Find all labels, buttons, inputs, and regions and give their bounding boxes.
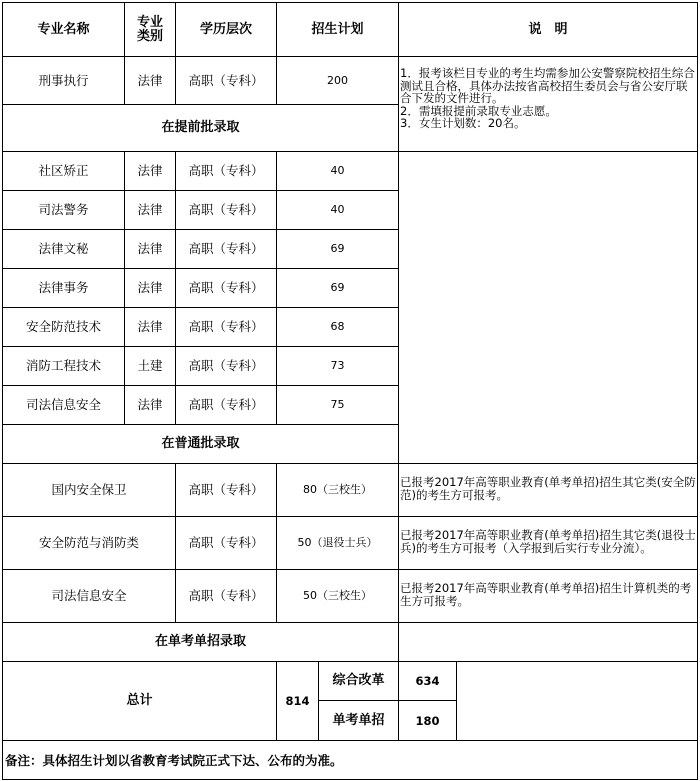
row-plan: 69 — [276, 268, 399, 308]
total-item-value: 180 — [398, 700, 457, 741]
row-major: 司法信息安全 — [2, 385, 125, 425]
row-plan: 69 — [276, 229, 399, 269]
single-row-note: 已报考2017年高等职业教育(单考单招)招生其它类(退役士兵)的考生方可报考（入学报到后实行专业分流）。 — [398, 516, 698, 570]
header-major: 专业名称 — [2, 2, 125, 57]
header-plan: 招生计划 — [276, 2, 399, 57]
single-row-note: 已报考2017年高等职业教育(单考单招)招生其它类(安全防范)的考生方可报考。 — [398, 463, 698, 517]
row-major: 司法警务 — [2, 190, 125, 230]
row-plan: 75 — [276, 385, 399, 425]
total-label: 总计 — [2, 661, 277, 741]
notes-blank-cell — [398, 151, 698, 464]
early-admission-notes: 1．报考该栏目专业的考生均需参加公安警察院校招生综合测试且合格，具体办法按省高校招生委员会与省公安厅联合下发的文件进行。 2．需填报提前录取专业志愿。 3．女生计划数：20名。 — [398, 56, 698, 152]
total-value: 814 — [276, 661, 319, 741]
single-row-note: 已报考2017年高等职业教育(单考单招)招生计算机类的考生方可报考。 — [398, 569, 698, 623]
single-row-major: 安全防范与消防类 — [2, 516, 176, 570]
single-row-major: 司法信息安全 — [2, 569, 176, 623]
row-major: 法律事务 — [2, 268, 125, 308]
single-row-major: 国内安全保卫 — [2, 463, 176, 517]
row-major: 刑事执行 — [2, 56, 125, 105]
total-item-value: 634 — [398, 661, 457, 701]
row-category: 法律 — [124, 385, 176, 425]
row-category: 法律 — [124, 307, 176, 347]
row-level: 高职（专科） — [175, 190, 277, 230]
row-level: 高职（专科） — [175, 307, 277, 347]
footer-remark: 备注：具体招生计划以省教育考试院正式下达、公布的为准。 — [2, 740, 698, 780]
row-plan: 40 — [276, 190, 399, 230]
row-plan: 40 — [276, 151, 399, 191]
single-row-plan: 80（三校生） — [276, 463, 399, 517]
single-row-level: 高职（专科） — [175, 463, 277, 517]
row-category: 法律 — [124, 268, 176, 308]
row-major: 安全防范技术 — [2, 307, 125, 347]
header-category: 专业类别 — [124, 2, 176, 57]
row-level: 高职（专科） — [175, 385, 277, 425]
row-category: 法律 — [124, 56, 176, 105]
section-single-admission: 在单考单招录取 — [2, 622, 399, 662]
row-category: 法律 — [124, 151, 176, 191]
row-level: 高职（专科） — [175, 56, 277, 105]
total-item-label: 单考单招 — [318, 700, 399, 741]
row-plan: 68 — [276, 307, 399, 347]
row-level: 高职（专科） — [175, 151, 277, 191]
row-level: 高职（专科） — [175, 268, 277, 308]
total-item-label: 综合改革 — [318, 661, 399, 701]
header-notes: 说 明 — [398, 2, 698, 57]
header-level: 学历层次 — [175, 2, 277, 57]
row-major: 社区矫正 — [2, 151, 125, 191]
row-plan: 73 — [276, 346, 399, 386]
single-row-plan: 50（三校生） — [276, 569, 399, 623]
total-blank-cell — [456, 661, 698, 741]
section-early-admission: 在提前批录取 — [2, 104, 399, 152]
single-row-level: 高职（专科） — [175, 516, 277, 570]
row-category: 土建 — [124, 346, 176, 386]
row-major: 法律文秘 — [2, 229, 125, 269]
row-level: 高职（专科） — [175, 346, 277, 386]
single-row-level: 高职（专科） — [175, 569, 277, 623]
row-major: 消防工程技术 — [2, 346, 125, 386]
row-level: 高职（专科） — [175, 229, 277, 269]
notes-blank-cell — [398, 622, 698, 662]
section-normal-admission: 在普通批录取 — [2, 424, 399, 464]
single-row-plan: 50（退役士兵） — [276, 516, 399, 570]
row-category: 法律 — [124, 229, 176, 269]
row-category: 法律 — [124, 190, 176, 230]
row-plan: 200 — [276, 56, 399, 105]
